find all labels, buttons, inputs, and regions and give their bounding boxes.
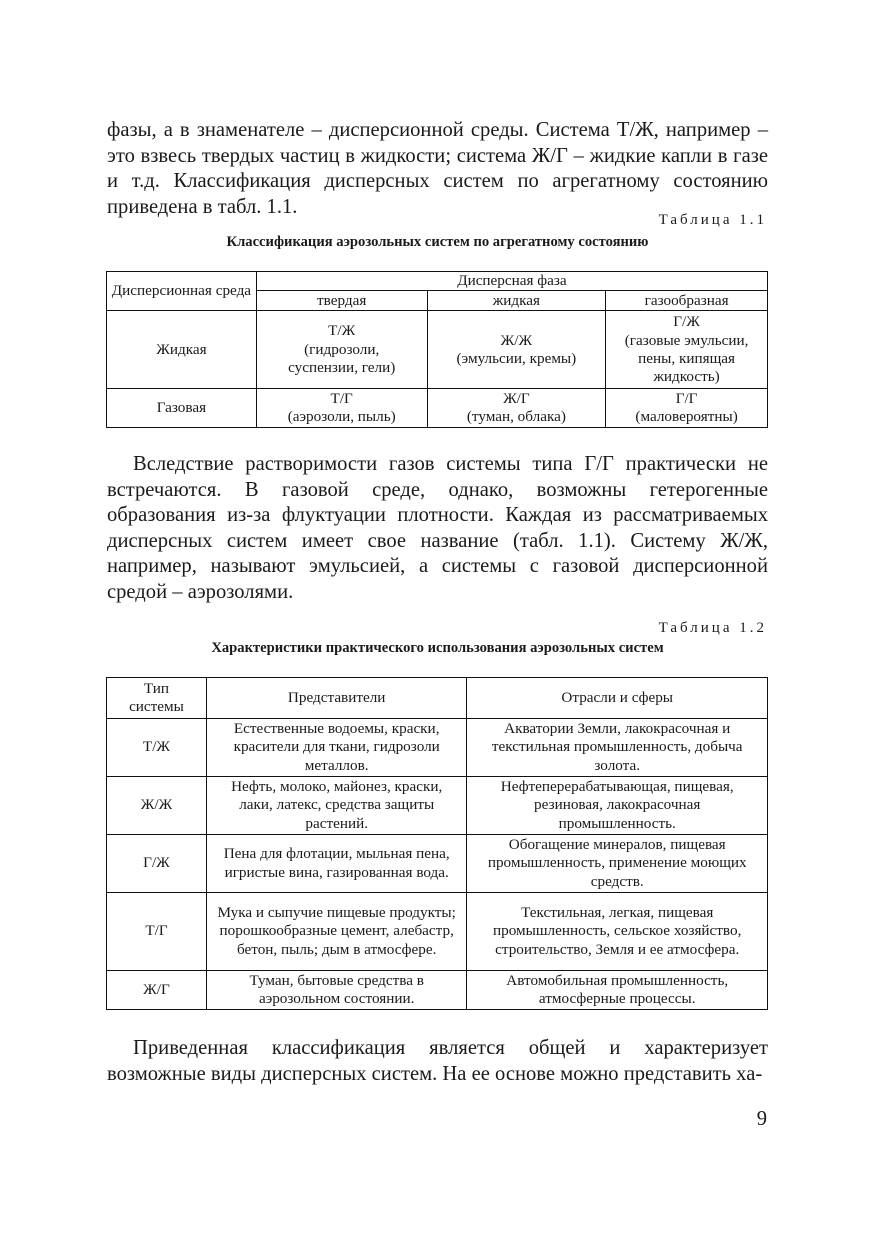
header-industries: Отрасли и сферы — [467, 678, 768, 719]
paragraph-intro: фазы, а в знаменателе – дисперсионной среды. Система Т/Ж, например – это взвесь твердых частиц в жидкости; система Ж/Г – жидкие капли в газе и т.д. Классификация дисперсных систем по агрегатному состоянию приведена в табл. 1.1. — [107, 119, 768, 218]
system-description: (маловероятны) — [635, 408, 738, 426]
table-row — [107, 835, 768, 893]
table-cell — [256, 389, 427, 428]
industries: Нефтеперерабатывающая, пищевая, резиновая, лакокрасочная промышленность. — [467, 777, 768, 835]
header-dispersion-medium: Дисперсионная среда — [107, 272, 257, 311]
page-number: 9 — [756, 1108, 767, 1130]
system-type: Ж/Ж — [107, 777, 207, 835]
system-type: Ж/Г — [107, 971, 207, 1010]
paragraph-conclusion: Приведенная классификация является общей и характеризует возможные виды дисперсных систем. На ее основе можно представить ха- — [107, 1037, 768, 1085]
system-type: Т/Г — [107, 893, 207, 971]
paragraph-gas-systems: Вследствие растворимости газов системы типа Г/Г практически не встречаются. В газовой среде, однако, возможны гетерогенные образования из-за флуктуации плотности. Каждая из рассматриваемых дисперсных систем имеет свое название (табл. 1.1). Систему Ж/Ж, например, называют эмульсией, а системы с газовой дисперсионной средой – аэрозолями. — [107, 453, 768, 603]
system-description: (эмульсии, кремы) — [456, 349, 577, 367]
table-cell — [606, 311, 768, 389]
table-row — [107, 311, 768, 389]
representatives: Туман, бытовые средства в аэрозольном состоянии. — [206, 971, 466, 1010]
practical-usage-table — [106, 677, 768, 1010]
system-code: Т/Ж — [328, 322, 356, 340]
system-type: Т/Ж — [107, 719, 207, 777]
table-1-label: Таблица 1.1 — [658, 212, 767, 228]
row-medium-label: Жидкая — [107, 311, 257, 389]
table-cell — [606, 389, 768, 428]
system-description: (гидрозоли, суспензии, гели) — [288, 340, 396, 377]
aggregate-state-classification-table — [106, 271, 768, 428]
table-cell — [427, 311, 606, 389]
system-code: Г/Г — [675, 390, 698, 407]
header-dispersed-phase: Дисперсная фаза — [256, 272, 767, 291]
table-cell — [427, 389, 606, 428]
table-cell — [256, 311, 427, 389]
table-row — [107, 893, 768, 971]
header-phase-solid: твердая — [256, 291, 427, 311]
system-type: Г/Ж — [107, 835, 207, 893]
table-1-title: Классификация аэрозольных систем по агрегатному состоянию — [226, 234, 649, 250]
representatives: Мука и сыпучие пищевые продукты; порошкообразные цемент, алебастр, бетон, пыль; дым в атмосфере. — [206, 893, 466, 971]
industries: Акватории Земли, лакокрасочная и текстильная промышленность, добыча золота. — [467, 719, 768, 777]
system-description: (аэрозоли, пыль) — [287, 408, 396, 426]
table-2-label: Таблица 1.2 — [658, 620, 767, 636]
representatives: Пена для флотации, мыльная пена, игристые вина, газированная вода. — [206, 835, 466, 893]
row-medium-label: Газовая — [107, 389, 257, 428]
header-representatives: Представители — [206, 678, 466, 719]
representatives: Естественные водоемы, краски, красители для ткани, гидрозоли металлов. — [206, 719, 466, 777]
table-row — [107, 777, 768, 835]
system-code: Т/Г — [330, 390, 353, 407]
system-code: Г/Ж — [673, 313, 700, 331]
industries: Автомобильная промышленность, атмосферные процессы. — [467, 971, 768, 1010]
table-row — [107, 971, 768, 1010]
industries: Обогащение минералов, пищевая промышленность, применение моющих средств. — [467, 835, 768, 893]
industries: Текстильная, легкая, пищевая промышленность, сельское хозяйство, строительство, Земля и ее атмосфера. — [467, 893, 768, 971]
table-row — [107, 719, 768, 777]
header-phase-gas: газообразная — [606, 291, 768, 311]
representatives: Нефть, молоко, майонез, краски, лаки, латекс, средства защиты растений. — [206, 777, 466, 835]
header-phase-liquid: жидкая — [427, 291, 606, 311]
system-code: Ж/Г — [503, 390, 530, 407]
system-description: (туман, облака) — [466, 408, 566, 426]
system-description: (газовые эмульсии, пены, кипящая жидкость) — [624, 331, 749, 386]
table-2-title: Характеристики практического использования аэрозольных систем — [211, 640, 664, 656]
table-row — [107, 389, 768, 428]
system-code: Ж/Ж — [500, 331, 533, 349]
header-system-type: Тип системы — [107, 678, 207, 719]
